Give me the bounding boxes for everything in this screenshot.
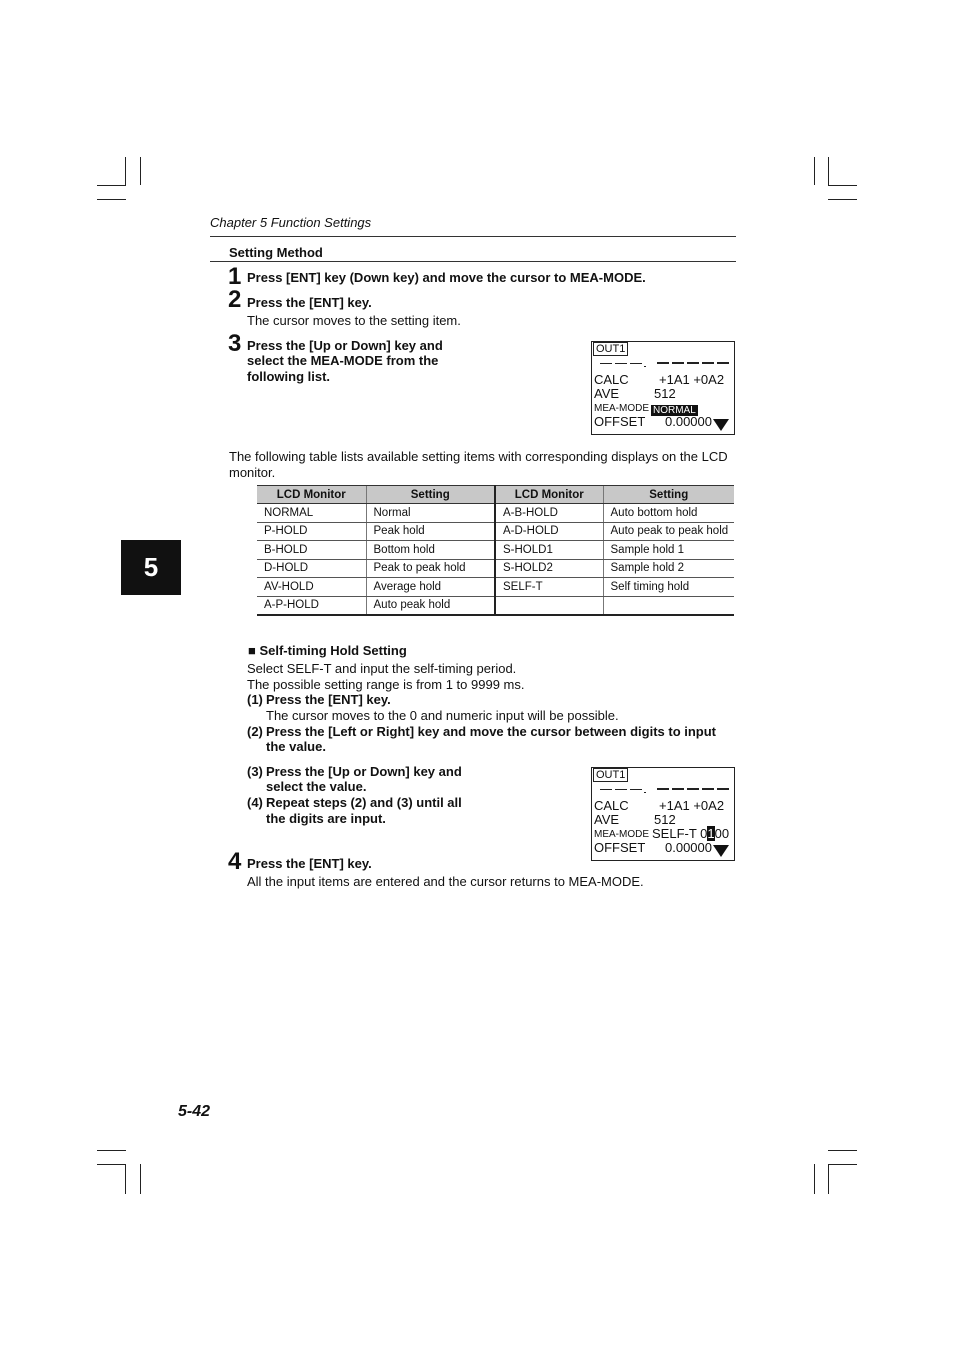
page-number: 5-42	[178, 1103, 211, 1120]
mea-mode-table	[257, 485, 734, 616]
section-rule	[210, 261, 736, 262]
table-cell: Auto bottom hold	[603, 504, 734, 523]
table-header: Setting	[366, 486, 495, 504]
table-cell: S-HOLD2	[495, 559, 603, 578]
table-header: LCD Monitor	[495, 486, 603, 504]
table-intro-line-2: monitor.	[229, 465, 276, 480]
self-timing-line-1: Select SELF-T and input the self-timing period.	[247, 661, 517, 676]
substep-4-line-2: the digits are input.	[266, 811, 386, 826]
step-2-note: The cursor moves to the setting item.	[247, 313, 461, 328]
substep-3-line-2: select the value.	[266, 779, 367, 794]
table-cell: Sample hold 2	[603, 559, 734, 578]
table-cell: B-HOLD	[257, 541, 366, 560]
lcd-self-t-value-suffix: 00	[714, 826, 730, 841]
lcd-out1-tag: OUT1	[593, 768, 628, 782]
lcd-self-t-value-prefix: SELF-T 0	[652, 826, 708, 841]
step-1-text: Press [ENT] key (Down key) and move the cursor to MEA-MODE.	[247, 270, 646, 285]
substep-3-number: (3)	[247, 764, 263, 779]
table-cell: Peak to peak hold	[366, 559, 495, 578]
table-header: Setting	[603, 486, 734, 504]
substep-1-note: The cursor moves to the 0 and numeric input will be possible.	[266, 708, 619, 723]
lcd-ave-value: 512	[654, 812, 676, 827]
table-cell: D-HOLD	[257, 559, 366, 578]
table-row	[257, 559, 734, 578]
lcd-ave-label: AVE	[594, 812, 620, 827]
lcd-calc-label: CALC	[594, 798, 629, 813]
table-cell: NORMAL	[257, 504, 366, 523]
step-4-note: All the input items are entered and the cursor returns to MEA-MODE.	[247, 874, 644, 889]
table-cell: Peak hold	[366, 522, 495, 541]
table-cell: Auto peak to peak hold	[603, 522, 734, 541]
table-cell: A-D-HOLD	[495, 522, 603, 541]
substep-4-line-1: Repeat steps (2) and (3) until all	[266, 795, 462, 810]
lcd-mea-mode-label: MEA-MODE	[594, 403, 649, 414]
substep-2-line-1: Press the [Left or Right] key and move the cursor between digits to input	[266, 724, 717, 739]
table-cell: A-P-HOLD	[257, 596, 366, 615]
table-cell: Bottom hold	[366, 541, 495, 560]
table-row	[257, 596, 734, 615]
table-cell: Sample hold 1	[603, 541, 734, 560]
table-row	[257, 541, 734, 560]
lcd-input-cursor: 1	[707, 826, 715, 841]
lcd-offset-label: OFFSET	[594, 840, 646, 855]
table-intro-line-1: The following table lists available setting items with corresponding displays on the LCD	[229, 449, 728, 464]
table-cell: A-B-HOLD	[495, 504, 603, 523]
table-row	[257, 578, 734, 597]
table-header: LCD Monitor	[257, 486, 366, 504]
table-cell	[603, 596, 734, 615]
lcd-ave-label: AVE	[594, 386, 620, 401]
substep-2-line-2: the value.	[266, 739, 326, 754]
header-rule	[210, 236, 736, 237]
substep-2-number: (2)	[247, 724, 263, 739]
table-cell: S-HOLD1	[495, 541, 603, 560]
step-4-text: Press the [ENT] key.	[247, 856, 372, 871]
lcd-calc-label: CALC	[594, 372, 629, 387]
substep-4-number: (4)	[247, 795, 263, 810]
step-3-line-2: select the MEA-MODE from the	[247, 353, 439, 368]
lcd-display-normal	[591, 341, 735, 435]
table-cell: Self timing hold	[603, 578, 734, 597]
lcd-out1-tag: OUT1	[593, 342, 628, 356]
table-cell: Normal	[366, 504, 495, 523]
lcd-mea-mode-value: NORMAL	[653, 405, 696, 416]
down-arrow-icon	[713, 845, 729, 857]
lcd-calc-value: +1A1 +0A2	[659, 798, 725, 813]
step-1-number: 1	[228, 263, 242, 290]
lcd-mea-mode-label: MEA-MODE	[594, 829, 649, 840]
lcd-offset-label: OFFSET	[594, 414, 646, 429]
self-timing-line-2: The possible setting range is from 1 to 9999 ms.	[247, 677, 525, 692]
lcd-ave-value: 512	[654, 386, 676, 401]
substep-1-number: (1)	[247, 692, 263, 707]
step-4-number: 4	[228, 848, 242, 875]
step-3-line-1: Press the [Up or Down] key and	[247, 338, 443, 353]
lcd-offset-value: 0.00000	[665, 414, 712, 429]
table-cell: SELF-T	[495, 578, 603, 597]
step-3-number: 3	[228, 330, 242, 357]
substep-3-line-1: Press the [Up or Down] key and	[266, 764, 462, 779]
table-cell: AV-HOLD	[257, 578, 366, 597]
table-cell: P-HOLD	[257, 522, 366, 541]
step-2-number: 2	[228, 286, 242, 313]
table-row	[257, 504, 734, 523]
table-cell: Average hold	[366, 578, 495, 597]
self-timing-heading: ■ Self-timing Hold Setting	[248, 643, 407, 658]
down-arrow-icon	[713, 419, 729, 431]
table-row	[257, 522, 734, 541]
table-cell	[495, 596, 603, 615]
chapter-tab: 5	[121, 540, 181, 595]
table-cell: Auto peak hold	[366, 596, 495, 615]
step-2-text: Press the [ENT] key.	[247, 295, 372, 310]
lcd-offset-value: 0.00000	[665, 840, 712, 855]
lcd-display-self-t	[591, 767, 735, 861]
table-header-row	[257, 486, 734, 504]
section-title: Setting Method	[229, 245, 323, 260]
step-3-line-3: following list.	[247, 369, 331, 384]
lcd-calc-value: +1A1 +0A2	[659, 372, 725, 387]
substep-1-text: Press the [ENT] key.	[266, 692, 391, 707]
chapter-header: Chapter 5 Function Settings	[210, 215, 372, 230]
